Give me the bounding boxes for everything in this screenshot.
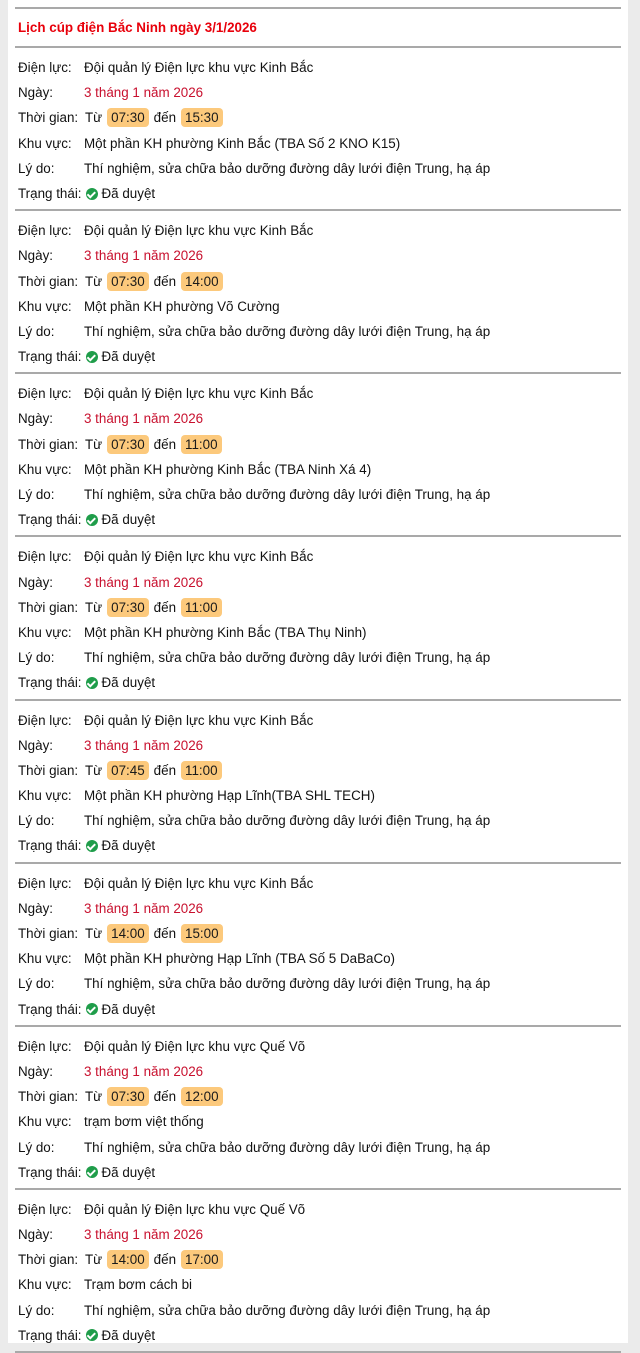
row-ly-do bbox=[15, 645, 621, 670]
time-start-badge: 07:30 bbox=[107, 272, 149, 291]
label-thoi-gian: Thời gian: bbox=[18, 436, 79, 452]
time-start-badge: 07:30 bbox=[107, 108, 149, 127]
label-khu-vuc: Khu vực: bbox=[18, 624, 72, 640]
check-circle-icon bbox=[86, 514, 98, 526]
label-tu: Từ bbox=[85, 599, 103, 615]
row-ngay bbox=[15, 406, 621, 431]
label-dien-luc: Điện lực: bbox=[18, 712, 72, 728]
value-dien-luc: Đội quản lý Điện lực khu vực Kinh Bắc bbox=[84, 386, 314, 402]
label-thoi-gian: Thời gian: bbox=[18, 1089, 79, 1105]
row-dien-luc bbox=[15, 871, 621, 896]
label-tu: Từ bbox=[85, 1252, 103, 1268]
check-circle-icon bbox=[86, 1166, 98, 1178]
value-ngay: 3 tháng 1 năm 2026 bbox=[84, 248, 204, 264]
row-trang-thai bbox=[15, 1160, 621, 1185]
label-tu: Từ bbox=[85, 762, 103, 778]
label-thoi-gian: Thời gian: bbox=[18, 599, 79, 615]
label-dien-luc: Điện lực: bbox=[18, 875, 72, 891]
label-ngay: Ngày: bbox=[18, 411, 53, 427]
time-end-badge: 11:00 bbox=[181, 435, 222, 454]
status-badge: Đã duyệt bbox=[101, 512, 156, 528]
row-thoi-gian bbox=[15, 1247, 621, 1272]
label-thoi-gian: Thời gian: bbox=[18, 110, 79, 126]
row-ngay bbox=[15, 733, 621, 758]
outage-record bbox=[15, 211, 621, 372]
label-ly-do: Lý do: bbox=[18, 487, 55, 502]
check-circle-icon bbox=[86, 188, 98, 200]
row-dien-luc bbox=[15, 381, 621, 406]
row-trang-thai bbox=[15, 833, 621, 858]
label-trang-thai: Trạng thái: bbox=[18, 1001, 82, 1017]
row-trang-thai bbox=[15, 507, 621, 532]
row-trang-thai bbox=[15, 670, 621, 695]
value-ly-do: Thí nghiệm, sửa chữa bảo dưỡng đường dây lưới điện Trung, hạ áp bbox=[84, 813, 491, 829]
time-end-badge: 15:30 bbox=[181, 108, 223, 127]
value-khu-vuc: Một phần KH phường Hạp Lĩnh (TBA Số 5 DaBaCo) bbox=[84, 951, 396, 967]
label-ly-do: Lý do: bbox=[18, 1139, 55, 1155]
outage-record bbox=[15, 701, 621, 862]
row-dien-luc bbox=[15, 1197, 621, 1222]
label-dien-luc: Điện lực: bbox=[18, 1201, 72, 1217]
label-ly-do: Lý do: bbox=[18, 1302, 55, 1318]
status-badge: Đã duyệt bbox=[101, 185, 156, 201]
label-thoi-gian: Thời gian: bbox=[18, 926, 79, 941]
label-den: đến bbox=[153, 926, 177, 941]
value-ly-do: Thí nghiệm, sửa chữa bảo dưỡng đường dây lưới điện Trung, hạ áp bbox=[84, 976, 491, 992]
value-khu-vuc: Một phần KH phường Kinh Bắc (TBA Thụ Ninh) bbox=[84, 624, 367, 640]
row-khu-vuc bbox=[15, 1109, 621, 1134]
label-ly-do: Lý do: bbox=[18, 813, 55, 829]
value-ngay: 3 tháng 1 năm 2026 bbox=[84, 85, 204, 101]
row-ly-do bbox=[15, 1298, 621, 1323]
check-circle-icon bbox=[86, 840, 98, 852]
label-den: đến bbox=[153, 1089, 177, 1105]
label-den: đến bbox=[153, 273, 177, 289]
row-khu-vuc bbox=[15, 1272, 621, 1297]
check-circle-icon bbox=[86, 1003, 98, 1015]
status-badge: Đã duyệt bbox=[101, 1327, 156, 1343]
label-ngay: Ngày: bbox=[18, 85, 53, 101]
label-ngay: Ngày: bbox=[18, 1063, 53, 1079]
status-badge: Đã duyệt bbox=[101, 838, 156, 854]
value-khu-vuc: Một phần KH phường Hạp Lĩnh(TBA SHL TECH) bbox=[84, 788, 375, 804]
row-thoi-gian bbox=[15, 432, 621, 457]
row-ly-do bbox=[15, 971, 621, 996]
value-khu-vuc: Một phần KH phường Kinh Bắc (TBA Ninh Xá 4) bbox=[84, 461, 372, 477]
label-dien-luc: Điện lực: bbox=[18, 60, 72, 75]
row-khu-vuc bbox=[15, 620, 621, 645]
row-trang-thai bbox=[15, 181, 621, 206]
check-circle-icon bbox=[86, 351, 98, 363]
label-ly-do: Lý do: bbox=[18, 650, 55, 666]
label-thoi-gian: Thời gian: bbox=[18, 1252, 79, 1268]
label-khu-vuc: Khu vực: bbox=[18, 461, 72, 477]
row-dien-luc bbox=[15, 218, 621, 243]
row-ly-do bbox=[15, 482, 621, 507]
outage-record bbox=[15, 537, 621, 698]
label-khu-vuc: Khu vực: bbox=[18, 1114, 72, 1130]
time-end-badge: 14:00 bbox=[181, 272, 223, 291]
row-thoi-gian bbox=[15, 758, 621, 783]
status-badge: Đã duyệt bbox=[101, 1001, 156, 1017]
value-dien-luc: Đội quản lý Điện lực khu vực Kinh Bắc bbox=[84, 60, 314, 75]
label-trang-thai: Trạng thái: bbox=[18, 349, 82, 365]
row-ngay bbox=[15, 570, 621, 595]
label-tu: Từ bbox=[85, 1089, 103, 1105]
row-ngay bbox=[15, 1222, 621, 1247]
label-ngay: Ngày: bbox=[18, 574, 53, 590]
row-khu-vuc bbox=[15, 294, 621, 319]
label-trang-thai: Trạng thái: bbox=[18, 1164, 82, 1180]
time-start-badge: 14:00 bbox=[107, 924, 149, 943]
time-end-badge: 11:00 bbox=[181, 761, 222, 780]
outage-record bbox=[15, 1190, 621, 1351]
row-ngay bbox=[15, 243, 621, 268]
value-ly-do: Thí nghiệm, sửa chữa bảo dưỡng đường dây lưới điện Trung, hạ áp bbox=[84, 323, 491, 339]
row-ngay bbox=[15, 896, 621, 921]
row-ly-do bbox=[15, 319, 621, 344]
schedule-content bbox=[15, 0, 621, 1353]
label-ngay: Ngày: bbox=[18, 1227, 53, 1243]
value-khu-vuc: Một phần KH phường Võ Cường bbox=[84, 298, 280, 314]
time-start-badge: 07:30 bbox=[107, 435, 149, 454]
value-khu-vuc: Một phần KH phường Kinh Bắc (TBA Số 2 KNO K15) bbox=[84, 135, 401, 151]
label-khu-vuc: Khu vực: bbox=[18, 951, 72, 967]
status-badge: Đã duyệt bbox=[101, 349, 156, 365]
label-tu: Từ bbox=[85, 436, 103, 452]
label-ngay: Ngày: bbox=[18, 900, 53, 916]
value-ngay: 3 tháng 1 năm 2026 bbox=[84, 737, 204, 753]
label-dien-luc: Điện lực: bbox=[18, 1038, 72, 1054]
status-badge: Đã duyệt bbox=[101, 1164, 156, 1180]
label-dien-luc: Điện lực: bbox=[18, 386, 72, 402]
label-tu: Từ bbox=[85, 926, 103, 941]
time-end-badge: 17:00 bbox=[181, 1250, 223, 1269]
status-badge: Đã duyệt bbox=[101, 675, 156, 691]
value-dien-luc: Đội quản lý Điện lực khu vực Kinh Bắc bbox=[84, 223, 314, 239]
row-trang-thai bbox=[15, 997, 621, 1022]
row-dien-luc bbox=[15, 1034, 621, 1059]
check-circle-icon bbox=[86, 1329, 98, 1341]
time-end-badge: 15:00 bbox=[181, 924, 223, 943]
row-thoi-gian bbox=[15, 269, 621, 294]
label-den: đến bbox=[153, 436, 177, 452]
value-ngay: 3 tháng 1 năm 2026 bbox=[84, 1063, 204, 1079]
page-container bbox=[8, 0, 628, 1343]
value-ngay: 3 tháng 1 năm 2026 bbox=[84, 900, 204, 916]
row-ly-do bbox=[15, 1135, 621, 1160]
label-khu-vuc: Khu vực: bbox=[18, 788, 72, 804]
row-ngay bbox=[15, 1059, 621, 1084]
value-dien-luc: Đội quản lý Điện lực khu vực Kinh Bắc bbox=[84, 549, 314, 565]
label-thoi-gian: Thời gian: bbox=[18, 273, 79, 289]
outage-record bbox=[15, 374, 621, 535]
outage-record bbox=[15, 1027, 621, 1188]
row-khu-vuc bbox=[15, 946, 621, 971]
label-ly-do: Lý do: bbox=[18, 160, 55, 176]
label-trang-thai: Trạng thái: bbox=[18, 1327, 82, 1343]
label-tu: Từ bbox=[85, 110, 103, 126]
value-ly-do: Thí nghiệm, sửa chữa bảo dưỡng đường dây lưới điện Trung, hạ áp bbox=[84, 1139, 491, 1155]
outage-record bbox=[15, 48, 621, 209]
row-khu-vuc bbox=[15, 457, 621, 482]
label-trang-thai: Trạng thái: bbox=[18, 838, 82, 854]
label-den: đến bbox=[153, 110, 177, 126]
label-dien-luc: Điện lực: bbox=[18, 549, 72, 565]
label-ngay: Ngày: bbox=[18, 737, 53, 753]
label-khu-vuc: Khu vực: bbox=[18, 298, 72, 314]
label-den: đến bbox=[153, 762, 177, 778]
row-ly-do bbox=[15, 808, 621, 833]
time-end-badge: 12:00 bbox=[181, 1087, 223, 1106]
label-trang-thai: Trạng thái: bbox=[18, 185, 82, 201]
row-thoi-gian bbox=[15, 595, 621, 620]
page-title: Lịch cúp điện Bắc Ninh ngày 3/1/2026 bbox=[18, 20, 257, 35]
label-ngay: Ngày: bbox=[18, 248, 53, 264]
row-ngay bbox=[15, 80, 621, 105]
label-den: đến bbox=[153, 599, 177, 615]
outage-list bbox=[15, 48, 621, 1353]
time-start-badge: 07:30 bbox=[107, 1087, 149, 1106]
value-dien-luc: Đội quản lý Điện lực khu vực Quế Võ bbox=[84, 1038, 306, 1054]
value-ngay: 3 tháng 1 năm 2026 bbox=[84, 574, 204, 590]
row-khu-vuc bbox=[15, 783, 621, 808]
outage-record bbox=[15, 864, 621, 1025]
row-thoi-gian bbox=[15, 1084, 621, 1109]
row-thoi-gian bbox=[15, 921, 621, 946]
time-start-badge: 07:30 bbox=[107, 598, 149, 617]
label-trang-thai: Trạng thái: bbox=[18, 512, 82, 528]
value-ly-do: Thí nghiệm, sửa chữa bảo dưỡng đường dây lưới điện Trung, hạ áp bbox=[84, 1302, 491, 1318]
value-ngay: 3 tháng 1 năm 2026 bbox=[84, 411, 204, 427]
label-ly-do: Lý do: bbox=[18, 976, 55, 992]
row-trang-thai bbox=[15, 344, 621, 369]
row-khu-vuc bbox=[15, 131, 621, 156]
value-ly-do: Thí nghiệm, sửa chữa bảo dưỡng đường dây lưới điện Trung, hạ áp bbox=[84, 160, 491, 176]
label-dien-luc: Điện lực: bbox=[18, 223, 72, 239]
label-ly-do: Lý do: bbox=[18, 323, 55, 339]
value-dien-luc: Đội quản lý Điện lực khu vực Kinh Bắc bbox=[84, 712, 314, 728]
label-tu: Từ bbox=[85, 273, 103, 289]
label-thoi-gian: Thời gian: bbox=[18, 762, 79, 778]
row-thoi-gian bbox=[15, 105, 621, 130]
value-ly-do: Thí nghiệm, sửa chữa bảo dưỡng đường dây lưới điện Trung, hạ áp bbox=[84, 487, 491, 502]
row-dien-luc bbox=[15, 708, 621, 733]
row-ly-do bbox=[15, 156, 621, 181]
value-ngay: 3 tháng 1 năm 2026 bbox=[84, 1227, 204, 1243]
value-dien-luc: Đội quản lý Điện lực khu vực Quế Võ bbox=[84, 1201, 306, 1217]
label-khu-vuc: Khu vực: bbox=[18, 1277, 72, 1293]
value-ly-do: Thí nghiệm, sửa chữa bảo dưỡng đường dây lưới điện Trung, hạ áp bbox=[84, 650, 491, 666]
value-dien-luc: Đội quản lý Điện lực khu vực Kinh Bắc bbox=[84, 875, 314, 891]
label-trang-thai: Trạng thái: bbox=[18, 675, 82, 691]
check-circle-icon bbox=[86, 677, 98, 689]
label-den: đến bbox=[153, 1252, 177, 1268]
time-end-badge: 11:00 bbox=[181, 598, 222, 617]
row-dien-luc bbox=[15, 55, 621, 80]
time-start-badge: 07:45 bbox=[107, 761, 149, 780]
value-khu-vuc: trạm bơm việt thống bbox=[84, 1114, 204, 1130]
time-start-badge: 14:00 bbox=[107, 1250, 149, 1269]
row-trang-thai bbox=[15, 1323, 621, 1348]
row-dien-luc bbox=[15, 544, 621, 569]
value-khu-vuc: Trạm bơm cách bi bbox=[84, 1277, 192, 1293]
label-khu-vuc: Khu vực: bbox=[18, 135, 72, 151]
